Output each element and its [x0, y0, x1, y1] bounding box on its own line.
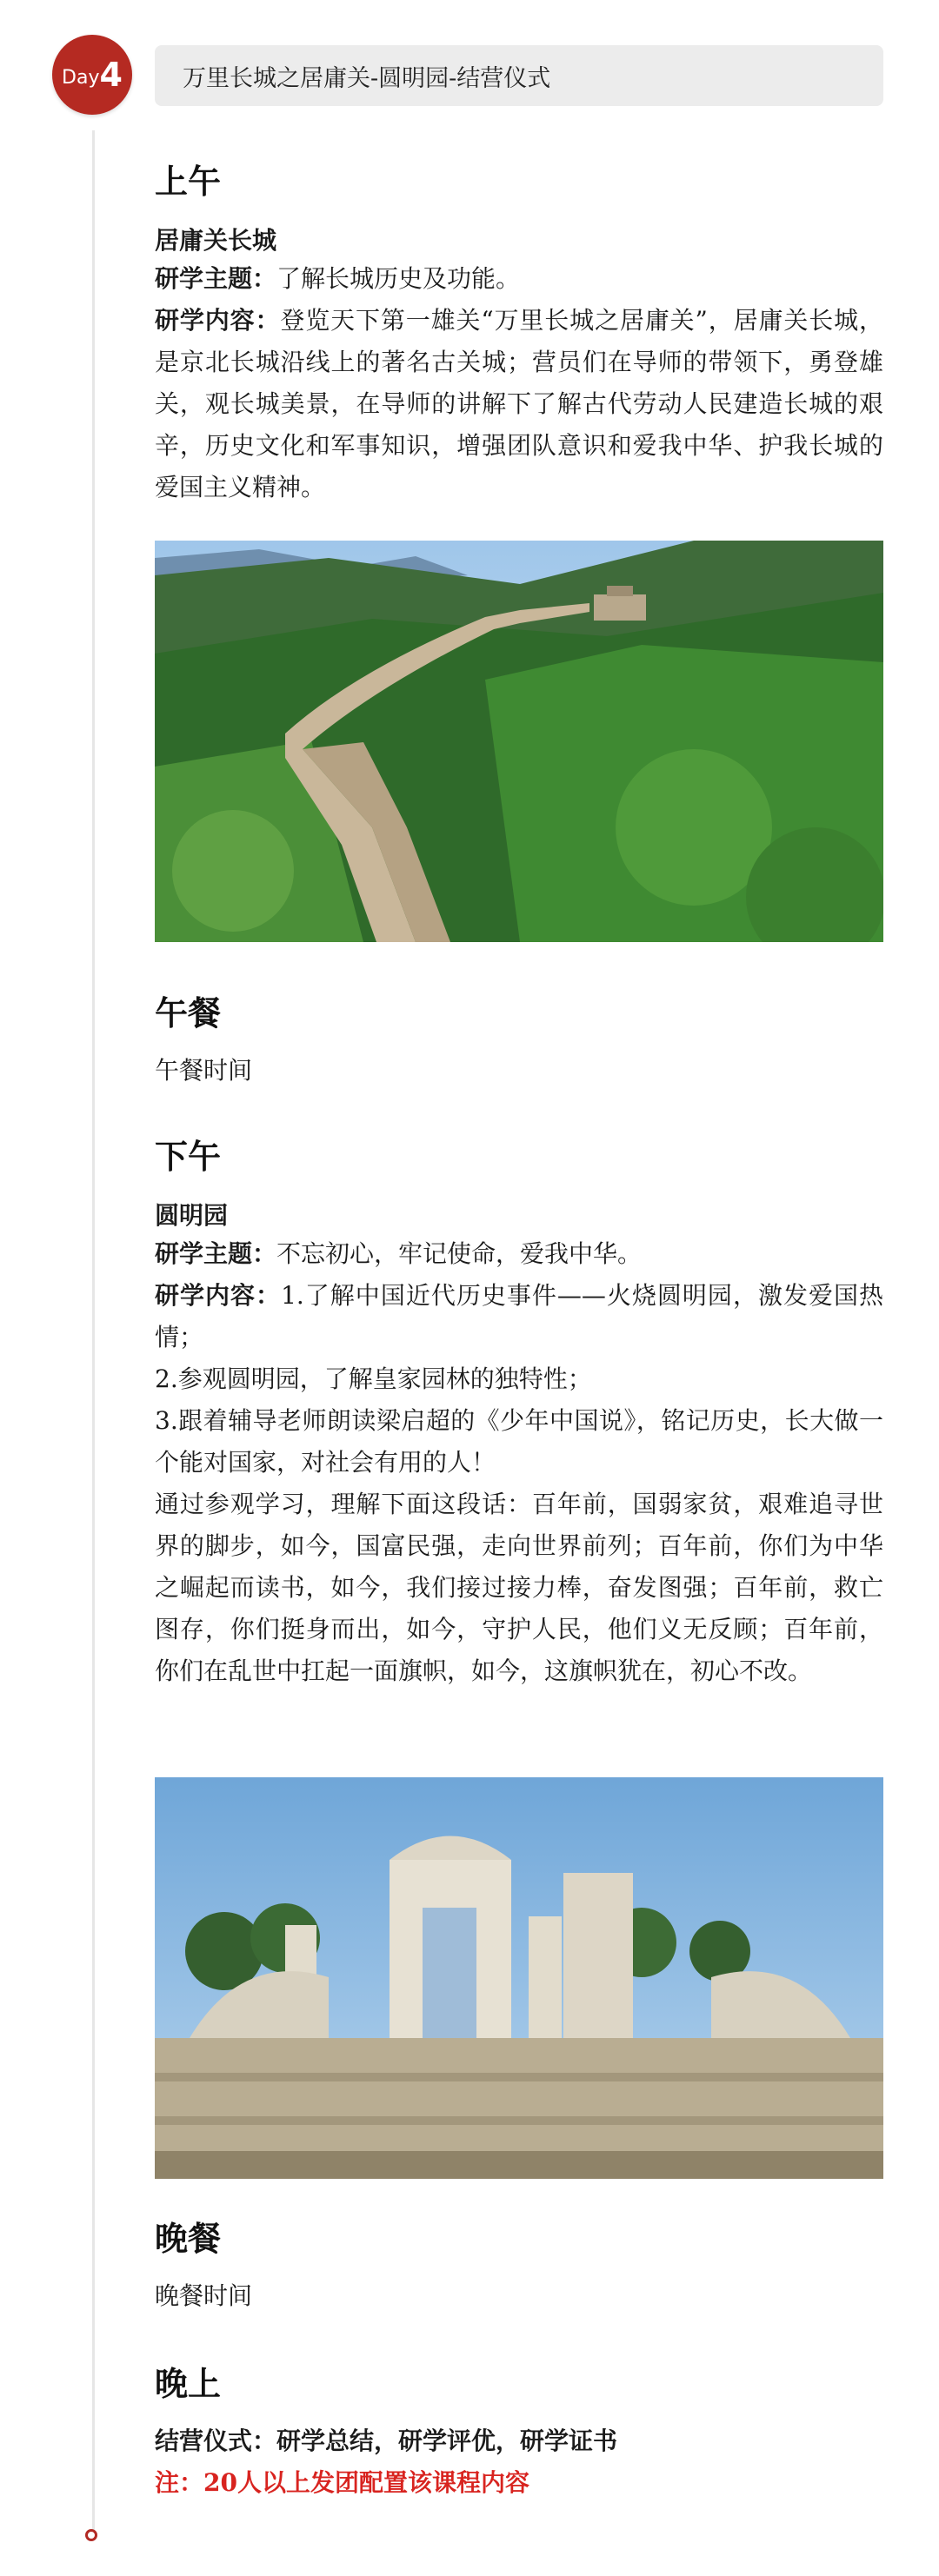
afternoon-content-label: 研学内容： — [155, 1281, 282, 1310]
evening-section — [155, 2357, 883, 2504]
afternoon-theme-label: 研学主题： — [155, 1239, 277, 1268]
yuanmingyuan-photo — [155, 1777, 883, 2179]
day-number: 4 — [99, 56, 123, 94]
morning-content-label: 研学内容： — [155, 306, 281, 335]
course-note: 注：20人以上发团配置该课程内容 — [155, 2468, 529, 2497]
dinner-section — [155, 2212, 883, 2317]
afternoon-content-1 — [155, 1275, 883, 1358]
day-title-bar — [155, 45, 883, 106]
afternoon-theme — [155, 1233, 883, 1275]
dinner-text: 晚餐时间 — [155, 2281, 253, 2310]
afternoon-content-4: 通过参观学习，理解下面这段话：百年前，国弱家贫，艰难追寻世界的脚步，如今，国富民强，走向世界前列；百年前，你们为中华之崛起而读书，如今，我们接过接力棒，奋发图强；百年前，救亡图存，你们挺身而出，如今，守护人民，他们义无反顾；百年前，你们在乱世中扛起一面旗帜，如今，这旗帜犹在，初心不改。 — [155, 1490, 883, 1685]
morning-section — [155, 155, 883, 508]
timeline-end-dot — [85, 2529, 97, 2541]
afternoon-heading: 下午 — [155, 1137, 222, 1176]
day-word: Day — [62, 66, 100, 89]
lunch-section — [155, 986, 883, 1092]
timeline-line — [92, 130, 95, 2538]
afternoon-content-3: 3.跟着辅导老师朗读梁启超的《少年中国说》，铭记历史，长大做一个能对国家，对社会有用的人！ — [155, 1406, 883, 1477]
afternoon-content-2: 2.参观圆明园，了解皇家园林的独特性； — [155, 1364, 592, 1393]
great-wall-photo — [155, 541, 883, 942]
morning-theme — [155, 258, 883, 300]
afternoon-content-1-text: 1.了解中国近代历史事件——火烧圆明园，激发爱国热情； — [155, 1281, 883, 1351]
morning-content — [155, 300, 883, 508]
closing-ceremony: 结营仪式：研学总结，研学评优，研学证书 — [155, 2427, 618, 2455]
yuanmingyuan-image — [155, 1777, 883, 2179]
morning-theme-label: 研学主题： — [155, 264, 277, 293]
day-title: 万里长城之居庸关-圆明园-结营仪式 — [183, 64, 551, 92]
day-badge — [52, 35, 132, 115]
afternoon-section — [155, 1130, 883, 1692]
afternoon-site: 圆明园 — [155, 1201, 229, 1230]
dinner-heading: 晚餐 — [155, 2219, 222, 2258]
morning-theme-text: 了解长城历史及功能。 — [276, 264, 521, 293]
morning-heading: 上午 — [155, 162, 222, 201]
morning-site: 居庸关长城 — [155, 226, 277, 255]
morning-content-text: 登览天下第一雄关“万里长城之居庸关”，居庸关长城，是京北长城沿线上的著名古关城；营员们在导师的带领下，勇登雄关，观长城美景，在导师的讲解下了解古代劳动人民建造长城的艰辛，历史文化和军事知识，增强团队意识和爱我中华、护我长城的爱国主义精神。 — [155, 306, 883, 501]
great-wall-image — [155, 541, 883, 942]
evening-heading: 晚上 — [155, 2364, 222, 2403]
lunch-heading: 午餐 — [155, 993, 222, 1032]
lunch-text: 午餐时间 — [155, 1056, 253, 1085]
afternoon-theme-text: 不忘初心，牢记使命，爱我中华。 — [276, 1239, 643, 1268]
